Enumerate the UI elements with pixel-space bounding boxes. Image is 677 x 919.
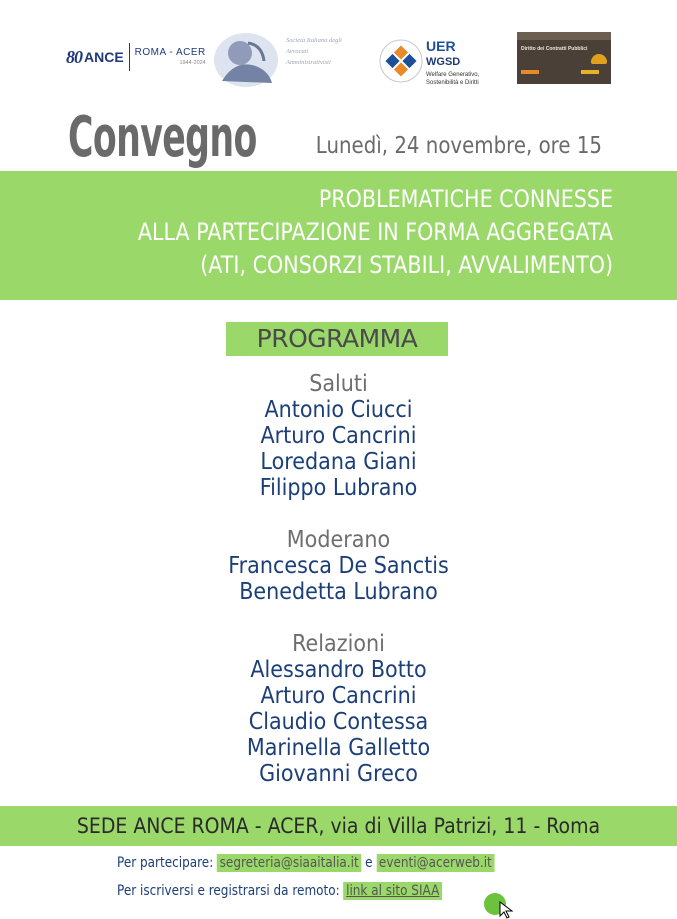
ance-subtitle: ROMA - ACER <box>134 46 206 58</box>
speaker-name: Loredana Giani <box>260 449 417 475</box>
venue-text: SEDE ANCE ROMA - ACER, via di Villa Patrizi, 11 - Roma <box>76 814 601 838</box>
siaa-site-link[interactable]: link al sito SIAA <box>344 882 442 900</box>
uer-title: UER <box>426 38 456 54</box>
speaker-name: Claudio Contessa <box>248 709 429 735</box>
program-list <box>0 371 677 787</box>
speaker-name: Giovanni Greco <box>259 761 418 787</box>
uer-wgsd-logo <box>376 30 496 92</box>
siaa-text: Società Italiana degli Avvocati Amministrativisti <box>286 37 342 66</box>
speaker-name: Arturo Cancrini <box>260 423 417 449</box>
email-link-eventi[interactable]: eventi@acerweb.it <box>376 854 494 872</box>
speaker-name: Marinella Galletto <box>246 735 431 761</box>
participate-label: Per partecipare: <box>117 855 214 871</box>
book-cover-image <box>517 32 611 84</box>
uer-subtitle: WGSD <box>426 56 461 68</box>
speaker-name: Francesca De Sanctis <box>228 553 449 579</box>
event-date: Lunedì, 24 novembre, ore 15 <box>315 133 602 159</box>
program-heading: PROGRAMMA <box>256 324 418 353</box>
section-title-relazioni: Relazioni <box>292 631 385 657</box>
ance-name: ANCE <box>84 49 124 65</box>
register-label: Per iscriversi e registrarsi da remoto: <box>117 883 340 899</box>
speaker-name: Filippo Lubrano <box>259 475 418 501</box>
participate-line <box>117 855 494 871</box>
ance-mark: 80 <box>66 46 82 67</box>
speaker-name: Antonio Ciucci <box>264 397 413 423</box>
section-title-saluti: Saluti <box>309 371 368 397</box>
book-title: Diritto dei Contratti Pubblici <box>521 46 588 52</box>
title-line: (ATI, CONSORZI STABILI, AVVALIMENTO) <box>200 251 613 279</box>
speaker-name: Benedetta Lubrano <box>239 579 438 605</box>
event-kicker: Convegno <box>68 105 257 170</box>
title-line: PROBLEMATICHE CONNESSE <box>318 185 613 213</box>
conjunction: e <box>365 855 373 871</box>
uer-emblem-icon <box>376 30 426 92</box>
logo-divider <box>129 43 130 71</box>
ance-years: 1944-2024 <box>179 59 206 66</box>
event-title <box>86 183 613 282</box>
ance-roma-acer-logo <box>66 42 206 72</box>
section-title-moderano: Moderano <box>286 527 391 553</box>
mouse-pointer-icon <box>499 901 517 919</box>
siaa-logo <box>212 31 342 89</box>
register-line <box>117 883 442 899</box>
speaker-name: Alessandro Botto <box>250 657 427 683</box>
email-link-segreteria[interactable]: segreteria@siaaitalia.it <box>217 854 361 872</box>
siaa-portrait-icon <box>212 31 282 89</box>
hard-hat-icon <box>591 54 607 64</box>
uer-description: Welfare Generativo, Sostenibilità e Diritti <box>426 72 480 86</box>
speaker-name: Arturo Cancrini <box>260 683 417 709</box>
title-line: ALLA PARTECIPAZIONE IN FORMA AGGREGATA <box>137 218 613 246</box>
